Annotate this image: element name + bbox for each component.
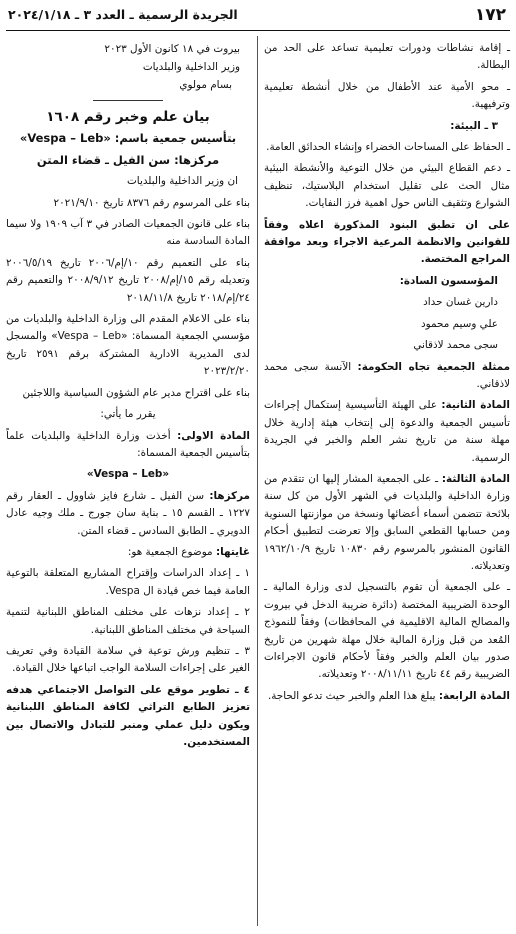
headquarters [6,488,250,540]
representative-label: ممثلة الجمعية تجاه الحكومة: [357,360,510,373]
founders-label: المؤسسون السادة: [399,274,498,287]
article-4-text: يبلغ هذا العلم والخبر حيث تدعو الحاجة. [267,689,436,702]
preamble-line: بناء على المرسوم رقم ٨٣٧٦ تاريخ ٢٠٢١/٩/١٠ [53,196,250,209]
article-3-text: ـ على الجمعية المشار إليها ان تتقدم من وزارة الداخلية والبلديات في الشهر الأول من كل سنة بلائحة تتضمن أسماء أعضائها ونسخة من موازنتها السنوية ومن حسابها القطعي السابق وإلا تعرضت لتطبيق أحكام القانون المنشور بالمرسوم رقم ١٠٨٣٠ تاريخ ١٩٦٢/١٠/٩ وتعديلاته. [264,472,510,572]
goals [6,544,250,561]
preamble-line: بناء على اقتراح مدير عام الشؤون السياسية واللاجئين [22,386,250,399]
right-column [264,40,510,926]
preamble-line: بناء على التعميم رقم ١٠/إم/٢٠٠٦ تاريخ ٢٠٠٦/٥/١٩ وتعديله رقم ١٥/إم/٢٠٠٨ تاريخ ٢٠٠٨/٩/١٢ والتعميم رقم ٢٤/إم/٢٠١٨ تاريخ ٢٠١٨/١١/٨ [6,256,251,304]
association-name: «Vespa – Leb» [86,468,170,481]
article-1 [6,428,250,463]
section-heading-environment: ٣ ـ البيئة: [450,119,498,132]
representative-paragraph [264,359,510,394]
founder-name: دارين غسان حداد [423,296,498,309]
goal-item: ـ محو الأمية عند الأطفال من خلال أنشطة تعليمية وترفيهية. [264,80,510,111]
goal-item: ٤ ـ تطوير موقع على التواصل الاجتماعي هدفه تعزيز الطابع التراثي لكافة المناطق اللبنانية ويكون دليل عملي ومنبر للتبادل والاتصال بين المستخدمين. [6,683,250,748]
goals-label: غايتها: [215,545,250,558]
article-2-label: المادة الثانية: [441,399,510,412]
article-1-text: أخذت وزارة الداخلية والبلديات علماً بتأسيس الجمعية المسماة: [6,429,250,459]
page-header [6,4,510,31]
signature-title: وزير الداخلية والبلديات [142,61,240,73]
article-2 [264,397,510,467]
notice-subtitle-name: بتأسيس جمعية باسم: «Vespa – Leb» [19,131,237,146]
goal-item: ١ ـ إعداد الدراسات وإقتراح المشاريع المتعلقة بالتوعية العامة فيما خص قيادة ال Vespa. [6,567,250,597]
decides-line: يقرر ما يأتي: [100,408,156,421]
representative-text: الآنسة سجى محمد لاذقاني. [264,360,510,390]
notice-subtitle-hq: مركزها: سن الفيل ـ قضاء المتن [36,152,220,167]
article-3-label: المادة الثالثة: [441,472,510,485]
goal-item: ٣ ـ تنظيم ورش توعية في سلامة القيادة وفي تعريف الغير على إجراءات السلامة الواجب اتباعها خلال القيادة. [6,644,250,675]
founder-name: سجى محمد لاذقاني [413,339,498,352]
goal-item: ـ دعم القطاع البيئي من خلال التوعية والأنشطة البيئية مثال الحث على تقليل استخدام البلاستيك، تنظيف الشوارع وتثقيف الناس حول اهمية فرز النفايات. [264,162,510,210]
founder-name: علي وسيم محمود [421,317,498,330]
headquarters-text: سن الفيل ـ شارع فايز شاوول ـ العقار رقم ١٢٢٧ ـ القسم ١٥ ـ بناية سان جورج ـ ملك وجيه عادل الدويري ـ الطابق السادس ـ قضاء المتن. [6,489,250,537]
article-3 [264,471,510,575]
goal-item: ـ إقامة نشاطات ودورات تعليمية تساعد على الحد من البطالة. [264,42,510,72]
article-4 [264,688,510,705]
signature-name: بسام مولوي [179,79,232,91]
left-column [6,40,250,926]
page-number: ١٧٢ [474,5,506,25]
article-1-label: المادة الاولى: [177,429,250,442]
gazette-issue-info: الجريدة الرسمية ـ العدد ٣ ـ ٢٠٢٤/١/١٨ [8,7,238,22]
goals-text: موضوع الجمعية هو: [127,545,213,558]
preamble-line: ان وزير الداخلية والبلديات [127,175,238,188]
goal-item: ـ الحفاظ على المساحات الخضراء وإنشاء الحدائق العامة. [266,141,510,154]
preamble-line: بناء على قانون الجمعيات الصادر في ٣ آب ١٩٠٩ ولا سيما المادة السادسة منه [6,218,250,248]
tax-registration-paragraph: ـ على الجمعية أن تقوم بالتسجيل لدى وزارة المالية ـ الوحدة الضريبية المختصة (دائرة ضريبة الدخل في بيروت والمصالح المالية الاقليمية في المحافظات) وفقاً للنموذج المُعد من قبل وزارة المالية خلال مهلة شهرين من تاريخ صدور بيان العلم والخبر وفقاً لأحكام قانون الاجراءات الضريبية رقم ٤٤ تاريخ ٢٠٠٨/١١/١١ وتعديلاته. [264,581,510,681]
article-2-text: على الهيئة التأسيسية إستكمال إجراءات تأسيس الجمعية والدعوة إلى إنتخاب هيئة إدارية خلال مهلة سنة من تاريخ نشر العلم والخبر في الجريدة الرسمية. [264,399,510,464]
preamble-line: بناء على الاعلام المقدم الى وزارة الداخلية والبلديات من مؤسسي الجمعية المسماة: «Vespa – Leb» والمسجل لدى المديرية الادارية المشتركة برقم ٢٥٩١ تاريخ ٢٠٢٣/٢/٢٠ [6,313,251,378]
signature-block [6,40,250,94]
separator-line [93,100,163,101]
goal-item: ٢ ـ إعداد نزهات على مختلف المناطق اللبنانية لتنمية السياحة في مختلف المناطق اللبنانية. [6,606,250,636]
compliance-clause: على ان تطبق البنود المذكورة اعلاه وفقاً للقوانين والانظمة المرعية الاجراء وبعد موافقة المراجع المختصة. [264,218,510,266]
article-4-label: المادة الرابعة: [438,689,510,702]
column-divider [257,36,258,926]
signature-date: بيروت في ١٨ كانون الأول ٢٠٢٣ [104,43,240,55]
headquarters-label: مركزها: [209,489,250,502]
notice-title: بيان علم وخبر رقم ١٦٠٨ [46,109,210,125]
